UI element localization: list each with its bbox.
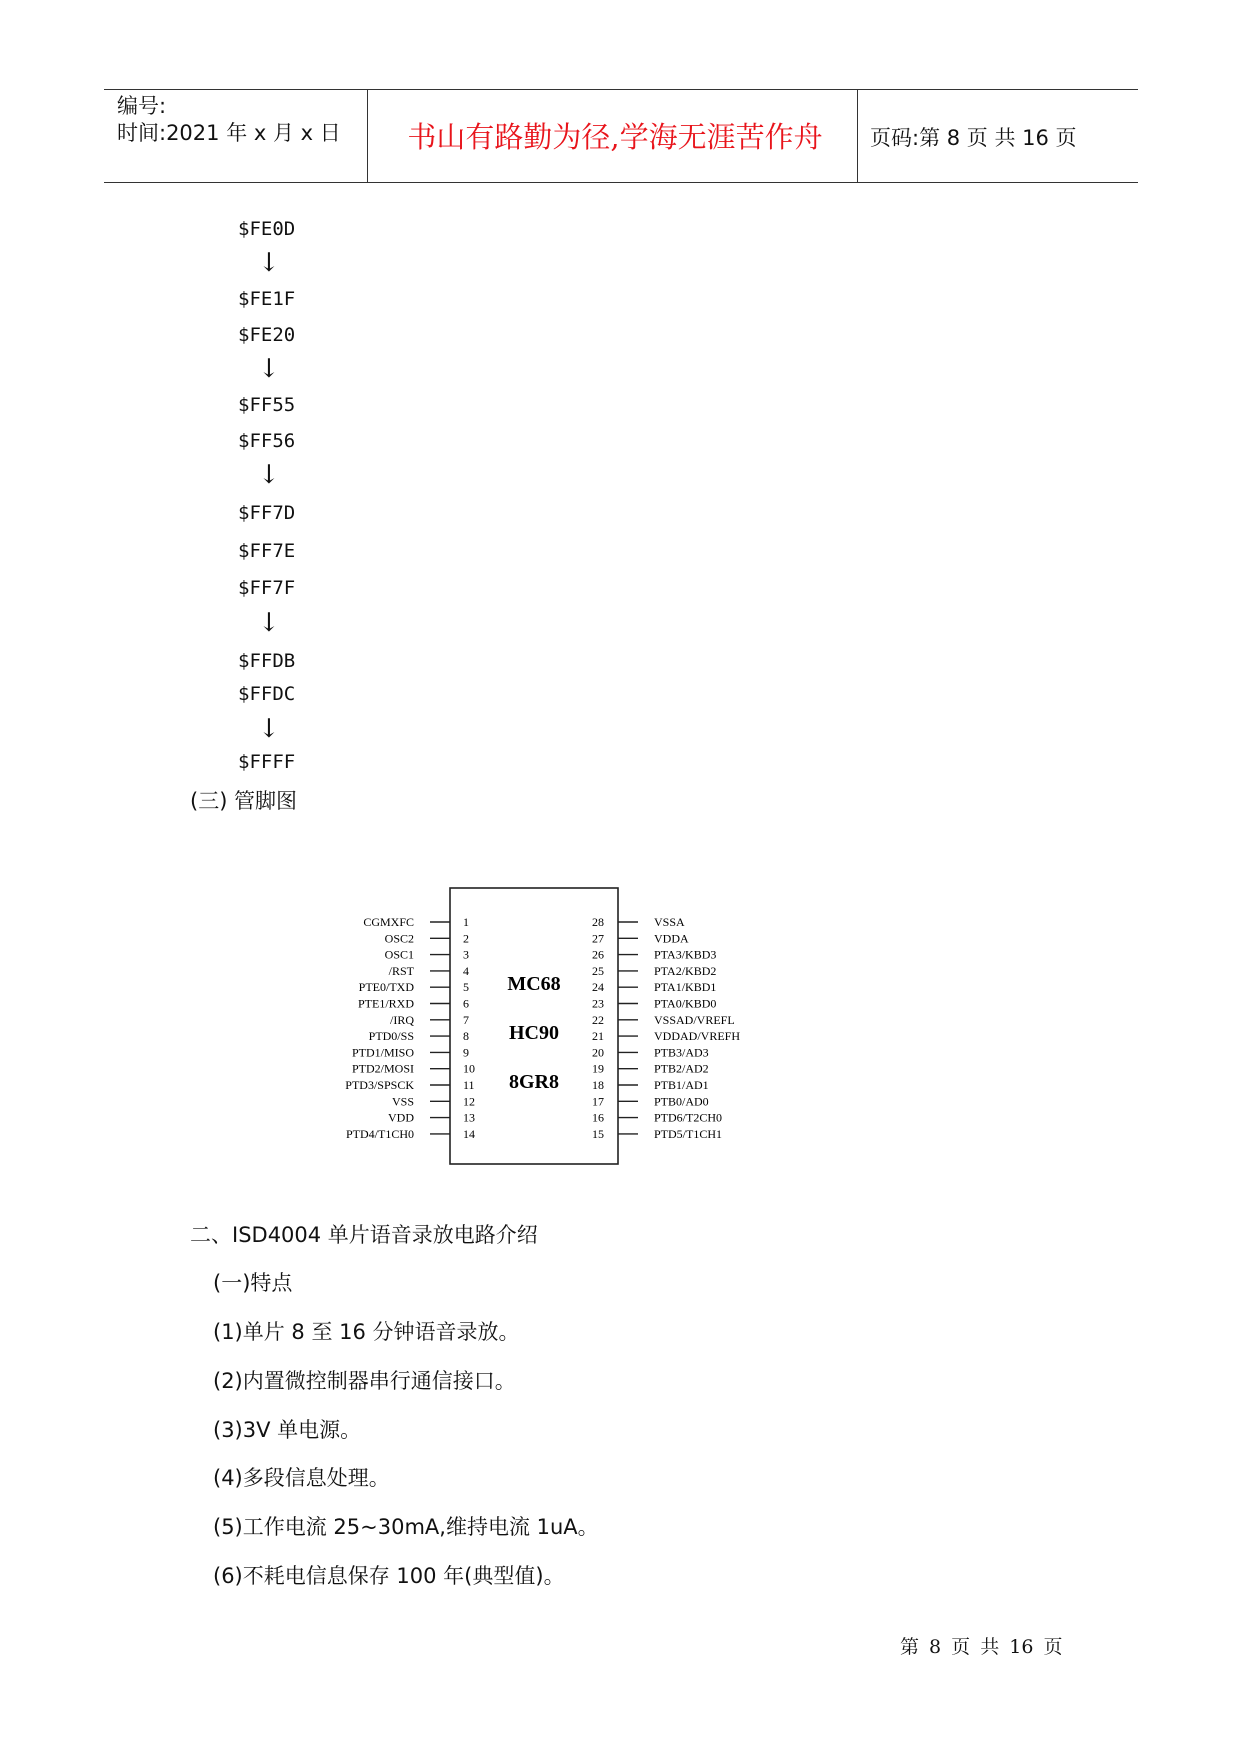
- header-page-info: 页码:第 8 页 共 16 页: [870, 126, 1077, 150]
- pin-name: /RST: [388, 963, 414, 978]
- pin-number: 6: [463, 996, 469, 1011]
- pin-name: PTB3/AD3: [654, 1045, 709, 1060]
- pin-number: 19: [592, 1061, 604, 1076]
- pin-name: PTA2/KBD2: [654, 963, 717, 978]
- chip-label-line-1: MC68: [507, 973, 561, 995]
- section-title: 二、ISD4004 单片语音录放电路介绍: [190, 1223, 538, 1247]
- pin-number: 10: [463, 1061, 475, 1076]
- down-arrow-icon: ↓: [258, 714, 280, 744]
- memory-address: $FF55: [238, 394, 296, 416]
- pin-name: PTD0/SS: [368, 1029, 414, 1044]
- header-divider-left: [367, 89, 368, 183]
- pin-name: VSS: [391, 1094, 414, 1109]
- memory-address: $FF56: [238, 430, 296, 452]
- down-arrow-icon: ↓: [258, 354, 280, 384]
- feature-item: (5)工作电流 25~30mA,维持电流 1uA。: [213, 1515, 599, 1539]
- pin-name: /IRQ: [390, 1012, 414, 1027]
- pin-number: 12: [463, 1094, 475, 1109]
- pin-name: PTB0/AD0: [654, 1094, 709, 1109]
- memory-address: $FE0D: [238, 218, 296, 240]
- pin-name: PTD2/MOSI: [351, 1061, 414, 1076]
- pin-number: 28: [592, 915, 604, 929]
- pin-name: PTD1/MISO: [351, 1045, 414, 1060]
- header-top-rule: [104, 89, 1138, 90]
- feature-item: (6)不耗电信息保存 100 年(典型值)。: [213, 1564, 565, 1588]
- memory-address: $FE20: [238, 324, 296, 346]
- pin-number: 7: [463, 1012, 469, 1027]
- pin-number: 17: [592, 1094, 604, 1109]
- pin-number: 1: [463, 915, 469, 929]
- pin-name: VDDA: [654, 931, 689, 946]
- memory-address: $FF7D: [238, 502, 296, 524]
- feature-item: (2)内置微控制器串行通信接口。: [213, 1369, 516, 1393]
- memory-address: $FF7F: [238, 577, 296, 599]
- memory-address: $FFDC: [238, 683, 296, 705]
- pin-number: 5: [463, 980, 469, 995]
- pin-number: 23: [592, 996, 604, 1011]
- pin-number: 21: [592, 1029, 604, 1044]
- pin-number: 13: [463, 1110, 475, 1125]
- chip-label-line-2: HC90: [509, 1022, 559, 1044]
- pin-name: PTA1/KBD1: [654, 980, 717, 995]
- pin-name: PTD3/SPSCK: [345, 1078, 414, 1092]
- pin-number: 11: [463, 1078, 475, 1092]
- document-number-label: 编号:: [117, 94, 167, 118]
- pin-number: 9: [463, 1045, 469, 1060]
- pin-name: VSSAD/VREFL: [654, 1012, 735, 1027]
- memory-address: $FE1F: [238, 288, 296, 310]
- pin-number: 18: [592, 1078, 604, 1092]
- pin-number: 22: [592, 1012, 604, 1027]
- memory-address: $FF7E: [238, 540, 296, 562]
- pin-name: OSC2: [384, 931, 414, 946]
- pin-number: 15: [592, 1126, 604, 1141]
- feature-item: (1)单片 8 至 16 分钟语音录放。: [213, 1320, 520, 1344]
- header-bottom-rule: [104, 182, 1138, 183]
- down-arrow-icon: ↓: [258, 608, 280, 638]
- pin-number: 25: [592, 963, 604, 978]
- pin-name: VSSA: [654, 915, 685, 929]
- pin-number: 27: [592, 931, 604, 946]
- document-date: 时间:2021 年 x 月 x 日: [117, 121, 341, 145]
- pin-name: PTA3/KBD3: [654, 947, 717, 962]
- memory-address: $FFDB: [238, 650, 296, 672]
- pin-number: 8: [463, 1029, 469, 1044]
- pin-number: 26: [592, 947, 604, 962]
- pin-number: 16: [592, 1110, 604, 1125]
- memory-address: $FFFF: [238, 751, 296, 773]
- pin-number: 4: [463, 963, 469, 978]
- pin-number: 20: [592, 1045, 604, 1060]
- pin-number: 24: [592, 980, 604, 995]
- pin-name: PTD6/T2CH0: [654, 1110, 723, 1125]
- pin-name: VDDAD/VREFH: [654, 1029, 741, 1044]
- pin-name: PTE1/RXD: [357, 996, 414, 1011]
- pin-name: PTB2/AD2: [654, 1061, 709, 1076]
- feature-item: (3)3V 单电源。: [213, 1418, 362, 1442]
- pin-number: 3: [463, 947, 469, 962]
- chip-pinout-diagram: [320, 880, 780, 1170]
- header-motto: 书山有路勤为径,学海无涯苦作舟: [407, 120, 823, 154]
- section-subtitle: (一)特点: [213, 1271, 293, 1295]
- pin-number: 14: [463, 1126, 475, 1141]
- pin-name: VDD: [388, 1110, 414, 1125]
- down-arrow-icon: ↓: [258, 248, 280, 278]
- pin-number: 2: [463, 931, 469, 946]
- pin-name: PTD5/T1CH1: [654, 1126, 723, 1141]
- pin-name: PTA0/KBD0: [654, 996, 717, 1011]
- down-arrow-icon: ↓: [258, 460, 280, 490]
- pin-diagram-heading: (三) 管脚图: [190, 789, 298, 813]
- pin-name: PTD4/T1CH0: [345, 1126, 414, 1141]
- pin-name: OSC1: [384, 947, 414, 962]
- pin-name: PTB1/AD1: [654, 1078, 709, 1092]
- pin-name: PTE0/TXD: [358, 980, 414, 995]
- feature-item: (4)多段信息处理。: [213, 1466, 390, 1490]
- pin-name: CGMXFC: [363, 915, 414, 929]
- chip-label-line-3: 8GR8: [509, 1071, 559, 1093]
- page-footer: 第 8 页 共 16 页: [900, 1636, 1063, 1658]
